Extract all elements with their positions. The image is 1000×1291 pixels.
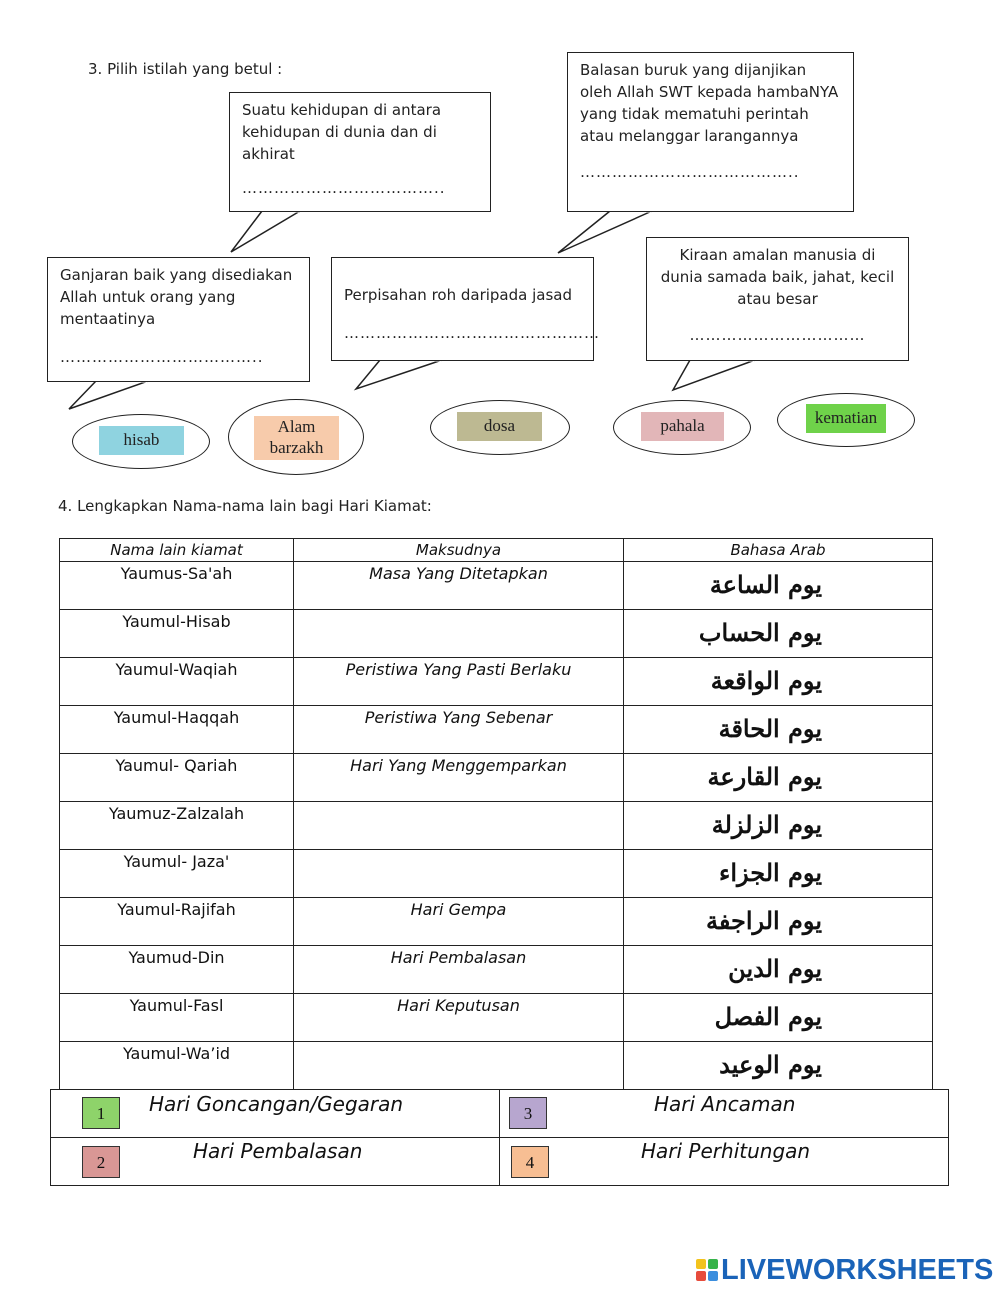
bubble-tail-1 xyxy=(231,211,300,252)
logo-square xyxy=(696,1271,706,1281)
bubble-text: Balasan buruk yang dijanjikan oleh Allah SWT kepada hambaNYA yang tidak mematuhi perintah atau melanggar larangannya xyxy=(580,61,839,145)
table-row xyxy=(60,754,933,802)
bubble-tail-3 xyxy=(69,381,148,409)
option-cell-1[interactable] xyxy=(51,1090,500,1138)
liveworksheets-logo xyxy=(696,1253,993,1287)
bubble-kematian xyxy=(331,257,600,361)
cell-nama-lain: Yaumul-Waqiah xyxy=(60,658,294,706)
cell-bahasa-arab: يوم الفصل xyxy=(624,994,933,1042)
cell-nama-lain: Yaumud-Din xyxy=(60,946,294,994)
cell-nama-lain: Yaumul-Wa’id xyxy=(60,1042,294,1090)
cell-nama-lain: Yaumul- Jaza' xyxy=(60,850,294,898)
table-row xyxy=(60,898,933,946)
option-cell-3[interactable] xyxy=(500,1090,949,1138)
option-cell-4[interactable] xyxy=(500,1138,949,1186)
bubble-pahala xyxy=(47,257,310,382)
header-maksudnya: Maksudnya xyxy=(294,539,624,562)
table-row xyxy=(60,850,933,898)
table-row xyxy=(60,706,933,754)
option-text-3[interactable]: Hari Ancaman xyxy=(654,1092,796,1116)
cell-bahasa-arab: يوم الزلزلة xyxy=(624,802,933,850)
table-row xyxy=(60,610,933,658)
section-4-title: 4. Lengkapkan Nama-nama lain bagi Hari Kiamat: xyxy=(58,497,432,515)
cell-bahasa-arab: يوم الواقعة xyxy=(624,658,933,706)
answer-chip-pahala[interactable]: pahala xyxy=(641,412,724,441)
option-number-3[interactable]: 3 xyxy=(509,1097,547,1129)
cell-maksudnya: Peristiwa Yang Sebenar xyxy=(294,706,624,754)
table-row xyxy=(60,802,933,850)
cell-bahasa-arab: يوم الجزاء xyxy=(624,850,933,898)
cell-maksudnya-drop-zone[interactable] xyxy=(294,610,624,658)
bubble-alam-barzakh xyxy=(229,92,491,212)
hari-kiamat-table xyxy=(59,538,933,1090)
logo-square xyxy=(708,1259,718,1269)
option-number-4[interactable]: 4 xyxy=(511,1146,549,1178)
answer-blank[interactable]: ………………………………………… xyxy=(344,324,600,342)
answer-blank[interactable]: ………………………………….. xyxy=(580,163,800,181)
cell-nama-lain: Yaumuz-Zalzalah xyxy=(60,802,294,850)
cell-bahasa-arab: يوم القارعة xyxy=(624,754,933,802)
logo-text: LIVEWORKSHEETS xyxy=(721,1253,994,1286)
option-number-1[interactable]: 1 xyxy=(82,1097,120,1129)
option-text-4[interactable]: Hari Perhitungan xyxy=(641,1139,811,1163)
cell-bahasa-arab: يوم الوعيد xyxy=(624,1042,933,1090)
table-row xyxy=(60,994,933,1042)
bubble-hisab xyxy=(646,237,909,361)
bubble-text: Kiraan amalan manusia di dunia samada baik, jahat, kecil atau besar xyxy=(660,246,895,308)
table-row xyxy=(60,1042,933,1090)
cell-nama-lain: Yaumul-Rajifah xyxy=(60,898,294,946)
answer-chip-kematian[interactable]: kematian xyxy=(806,404,886,433)
cell-maksudnya-drop-zone[interactable] xyxy=(294,802,624,850)
cell-maksudnya-drop-zone[interactable] xyxy=(294,850,624,898)
logo-square xyxy=(696,1259,706,1269)
cell-maksudnya: Hari Keputusan xyxy=(294,994,624,1042)
answer-chip-dosa[interactable]: dosa xyxy=(457,412,542,441)
answer-blank[interactable]: ……………………………….. xyxy=(60,348,264,366)
bubble-dosa xyxy=(567,52,854,212)
cell-maksudnya: Peristiwa Yang Pasti Berlaku xyxy=(294,658,624,706)
cell-bahasa-arab: يوم الحساب xyxy=(624,610,933,658)
answer-chip-alam-barzakh[interactable]: Alam barzakh xyxy=(254,416,339,460)
logo-mark-icon xyxy=(696,1259,718,1281)
bubble-tail-2 xyxy=(558,211,652,253)
option-text-2[interactable]: Hari Pembalasan xyxy=(193,1139,363,1163)
cell-nama-lain: Yaumul-Hisab xyxy=(60,610,294,658)
header-bahasa-arab: Bahasa Arab xyxy=(624,539,933,562)
cell-maksudnya: Masa Yang Ditetapkan xyxy=(294,562,624,610)
table-row xyxy=(60,658,933,706)
cell-bahasa-arab: يوم الدين xyxy=(624,946,933,994)
bubble-text: Ganjaran baik yang disediakan Allah untuk orang yang mentaatinya xyxy=(60,266,293,328)
option-text-1[interactable]: Hari Goncangan/Gegaran xyxy=(149,1092,404,1116)
cell-nama-lain: Yaumul-Haqqah xyxy=(60,706,294,754)
cell-nama-lain: Yaumul-Fasl xyxy=(60,994,294,1042)
table-header-row xyxy=(60,539,933,562)
answer-chip-hisab[interactable]: hisab xyxy=(99,426,184,455)
option-number-2[interactable]: 2 xyxy=(82,1146,120,1178)
cell-nama-lain: Yaumus-Sa'ah xyxy=(60,562,294,610)
bubble-text: Perpisahan roh daripada jasad xyxy=(344,286,572,304)
cell-maksudnya: Hari Pembalasan xyxy=(294,946,624,994)
cell-maksudnya: Hari Yang Menggemparkan xyxy=(294,754,624,802)
bubble-tail-4 xyxy=(356,360,442,389)
table-body xyxy=(60,562,933,1090)
answer-blank[interactable]: ……………………………….. xyxy=(242,179,446,197)
header-nama-lain: Nama lain kiamat xyxy=(60,539,294,562)
table-row xyxy=(60,562,933,610)
cell-maksudnya: Hari Gempa xyxy=(294,898,624,946)
cell-nama-lain: Yaumul- Qariah xyxy=(60,754,294,802)
section-3-title: 3. Pilih istilah yang betul : xyxy=(88,60,283,78)
cell-bahasa-arab: يوم الحاقة xyxy=(624,706,933,754)
bubble-text: Suatu kehidupan di antara kehidupan di dunia dan di akhirat xyxy=(242,101,442,163)
table-row xyxy=(60,946,933,994)
cell-maksudnya-drop-zone[interactable] xyxy=(294,1042,624,1090)
logo-square xyxy=(708,1271,718,1281)
answer-blank[interactable]: …………………………… xyxy=(689,326,866,344)
bubble-tail-5 xyxy=(673,360,755,390)
options-table xyxy=(50,1089,949,1186)
cell-bahasa-arab: يوم الراجفة xyxy=(624,898,933,946)
option-cell-2[interactable] xyxy=(51,1138,500,1186)
cell-bahasa-arab: يوم الساعة xyxy=(624,562,933,610)
